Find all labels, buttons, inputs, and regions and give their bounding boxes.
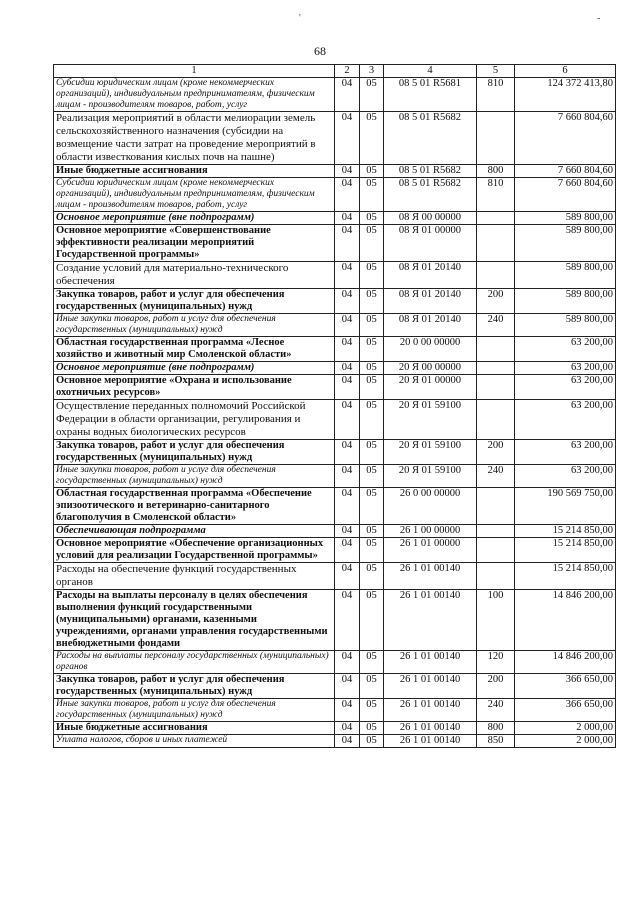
table-row — [54, 362, 616, 375]
row-name: Расходы на обеспечение функций государственных органов — [54, 563, 335, 590]
row-amount: 15 214 850,00 — [515, 538, 616, 563]
row-target-article: 20 Я 01 59100 — [384, 440, 477, 465]
row-subsection: 05 — [360, 165, 384, 178]
row-expense-type: 800 — [477, 165, 515, 178]
row-target-article: 26 1 01 00000 — [384, 538, 477, 563]
page-number: 68 — [314, 44, 326, 58]
row-section: 04 — [335, 538, 360, 563]
row-section: 04 — [335, 225, 360, 262]
row-name: Иные бюджетные ассигнования — [54, 722, 335, 735]
row-expense-type — [477, 262, 515, 289]
row-expense-type: 800 — [477, 722, 515, 735]
row-subsection: 05 — [360, 735, 384, 748]
table-row — [54, 722, 616, 735]
row-subsection: 05 — [360, 337, 384, 362]
row-expense-type — [477, 362, 515, 375]
row-section: 04 — [335, 699, 360, 722]
row-target-article: 08 Я 00 00000 — [384, 212, 477, 225]
table-row — [54, 262, 616, 289]
row-expense-type: 200 — [477, 289, 515, 314]
row-target-article: 26 1 01 00140 — [384, 722, 477, 735]
row-name: Иные закупки товаров, работ и услуг для обеспечения государственных (муниципальных) нужд — [54, 699, 335, 722]
row-amount: 63 200,00 — [515, 337, 616, 362]
row-target-article: 26 1 01 00140 — [384, 590, 477, 651]
row-amount: 63 200,00 — [515, 362, 616, 375]
table-row — [54, 538, 616, 563]
row-amount: 2 000,00 — [515, 735, 616, 748]
row-section: 04 — [335, 289, 360, 314]
row-amount: 2 000,00 — [515, 722, 616, 735]
row-expense-type: 120 — [477, 651, 515, 674]
row-name: Закупка товаров, работ и услуг для обеспечения государственных (муниципальных) нужд — [54, 289, 335, 314]
row-subsection: 05 — [360, 722, 384, 735]
row-amount: 63 200,00 — [515, 400, 616, 440]
row-expense-type — [477, 563, 515, 590]
row-subsection: 05 — [360, 525, 384, 538]
row-expense-type — [477, 400, 515, 440]
row-target-article: 20 0 00 00000 — [384, 337, 477, 362]
row-expense-type — [477, 488, 515, 525]
row-expense-type — [477, 212, 515, 225]
budget-table — [53, 64, 616, 748]
row-name: Иные закупки товаров, работ и услуг для обеспечения государственных (муниципальных) нужд — [54, 314, 335, 337]
row-name: Закупка товаров, работ и услуг для обеспечения государственных (муниципальных) нужд — [54, 440, 335, 465]
row-expense-type: 240 — [477, 314, 515, 337]
row-target-article: 08 5 01 R5682 — [384, 178, 477, 212]
row-target-article: 08 5 01 R5682 — [384, 112, 477, 165]
row-section: 04 — [335, 112, 360, 165]
row-subsection: 05 — [360, 488, 384, 525]
row-expense-type: 810 — [477, 178, 515, 212]
row-expense-type — [477, 525, 515, 538]
row-amount: 7 660 804,60 — [515, 165, 616, 178]
row-section: 04 — [335, 563, 360, 590]
row-expense-type: 810 — [477, 78, 515, 112]
row-name: Расходы на выплаты персоналу государственных (муниципальных) органов — [54, 651, 335, 674]
row-amount: 15 214 850,00 — [515, 525, 616, 538]
row-expense-type: 100 — [477, 590, 515, 651]
row-subsection: 05 — [360, 212, 384, 225]
row-name: Расходы на выплаты персоналу в целях обеспечения выполнения функций государственными (муниципальными) органами, казенными учреждениями, органами управления государственными внебюджетными фондами — [54, 590, 335, 651]
row-target-article: 08 Я 01 00000 — [384, 225, 477, 262]
header-col-6: 6 — [515, 65, 616, 78]
row-amount: 7 660 804,60 — [515, 112, 616, 165]
row-subsection: 05 — [360, 465, 384, 488]
header-col-2: 2 — [335, 65, 360, 78]
table-row — [54, 375, 616, 400]
row-section: 04 — [335, 337, 360, 362]
row-expense-type: 850 — [477, 735, 515, 748]
row-name: Основное мероприятие «Обеспечение организационных условий для реализации Государственной программы» — [54, 538, 335, 563]
row-amount: 366 650,00 — [515, 674, 616, 699]
table-row — [54, 225, 616, 262]
row-subsection: 05 — [360, 289, 384, 314]
table-row — [54, 337, 616, 362]
header-col-3: 3 — [360, 65, 384, 78]
table-row — [54, 212, 616, 225]
row-target-article: 08 Я 01 20140 — [384, 314, 477, 337]
row-section: 04 — [335, 465, 360, 488]
row-section: 04 — [335, 651, 360, 674]
row-subsection: 05 — [360, 651, 384, 674]
row-amount: 14 846 200,00 — [515, 590, 616, 651]
table-row — [54, 178, 616, 212]
row-amount: 190 569 750,00 — [515, 488, 616, 525]
row-subsection: 05 — [360, 314, 384, 337]
row-name: Субсидии юридическим лицам (кроме некоммерческих организаций), индивидуальным предпринимателям, физическим лицам - производителям товаров, работ, услуг — [54, 178, 335, 212]
row-subsection: 05 — [360, 440, 384, 465]
table-row — [54, 525, 616, 538]
row-subsection: 05 — [360, 674, 384, 699]
row-subsection: 05 — [360, 178, 384, 212]
row-amount: 63 200,00 — [515, 465, 616, 488]
row-target-article: 08 5 01 R5682 — [384, 165, 477, 178]
row-expense-type: 240 — [477, 465, 515, 488]
row-section: 04 — [335, 212, 360, 225]
row-subsection: 05 — [360, 225, 384, 262]
table-row — [54, 78, 616, 112]
row-subsection: 05 — [360, 375, 384, 400]
row-target-article: 08 Я 01 20140 — [384, 262, 477, 289]
row-name: Субсидии юридическим лицам (кроме некоммерческих организаций), индивидуальным предпринимателям, физическим лицам - производителям товаров, работ, услуг — [54, 78, 335, 112]
table-row — [54, 651, 616, 674]
scan-mark: - — [597, 13, 601, 24]
row-expense-type — [477, 225, 515, 262]
row-section: 04 — [335, 314, 360, 337]
row-section: 04 — [335, 165, 360, 178]
row-amount: 124 372 413,80 — [515, 78, 616, 112]
row-target-article: 26 1 01 00140 — [384, 563, 477, 590]
row-amount: 15 214 850,00 — [515, 563, 616, 590]
table-row — [54, 465, 616, 488]
table-row — [54, 590, 616, 651]
row-target-article: 26 1 01 00140 — [384, 651, 477, 674]
row-subsection: 05 — [360, 78, 384, 112]
row-subsection: 05 — [360, 262, 384, 289]
row-name: Реализация мероприятий в области мелиорации земель сельскохозяйственного назначения (субсидии на возмещение части затрат на проведение мероприятий в области известкования кислых почв на пашне) — [54, 112, 335, 165]
row-expense-type: 240 — [477, 699, 515, 722]
table-row — [54, 563, 616, 590]
row-target-article: 26 1 01 00140 — [384, 674, 477, 699]
row-subsection: 05 — [360, 112, 384, 165]
row-amount: 589 800,00 — [515, 289, 616, 314]
row-expense-type — [477, 375, 515, 400]
row-name: Иные бюджетные ассигнования — [54, 165, 335, 178]
row-name: Основное мероприятие (вне подпрограмм) — [54, 212, 335, 225]
row-amount: 589 800,00 — [515, 314, 616, 337]
row-section: 04 — [335, 525, 360, 538]
row-name: Закупка товаров, работ и услуг для обеспечения государственных (муниципальных) нужд — [54, 674, 335, 699]
row-section: 04 — [335, 178, 360, 212]
row-name: Обеспечивающая подпрограмма — [54, 525, 335, 538]
scan-mark: ' — [299, 13, 301, 24]
table-header-row — [54, 65, 616, 78]
row-section: 04 — [335, 722, 360, 735]
row-amount: 14 846 200,00 — [515, 651, 616, 674]
row-target-article: 08 5 01 R5681 — [384, 78, 477, 112]
header-col-1: 1 — [54, 65, 335, 78]
row-expense-type — [477, 337, 515, 362]
table-row — [54, 488, 616, 525]
table-row — [54, 165, 616, 178]
row-expense-type — [477, 112, 515, 165]
row-section: 04 — [335, 362, 360, 375]
row-amount: 589 800,00 — [515, 262, 616, 289]
row-amount: 63 200,00 — [515, 440, 616, 465]
row-name: Создание условий для материально-технического обеспечения — [54, 262, 335, 289]
row-amount: 7 660 804,60 — [515, 178, 616, 212]
table-row — [54, 314, 616, 337]
row-expense-type: 200 — [477, 674, 515, 699]
header-col-4: 4 — [384, 65, 477, 78]
row-expense-type — [477, 538, 515, 563]
table-row — [54, 400, 616, 440]
row-amount: 589 800,00 — [515, 225, 616, 262]
row-subsection: 05 — [360, 563, 384, 590]
row-target-article: 26 1 00 00000 — [384, 525, 477, 538]
row-target-article: 20 Я 01 59100 — [384, 400, 477, 440]
row-expense-type: 200 — [477, 440, 515, 465]
row-section: 04 — [335, 400, 360, 440]
row-amount: 589 800,00 — [515, 212, 616, 225]
row-section: 04 — [335, 735, 360, 748]
row-section: 04 — [335, 488, 360, 525]
row-target-article: 26 0 00 00000 — [384, 488, 477, 525]
budget-table-body — [54, 65, 616, 748]
table-row — [54, 699, 616, 722]
row-subsection: 05 — [360, 362, 384, 375]
row-subsection: 05 — [360, 400, 384, 440]
table-row — [54, 674, 616, 699]
row-amount: 63 200,00 — [515, 375, 616, 400]
row-target-article: 20 Я 01 00000 — [384, 375, 477, 400]
table-row — [54, 735, 616, 748]
row-name: Областная государственная программа «Лесное хозяйство и животный мир Смоленской области» — [54, 337, 335, 362]
row-target-article: 08 Я 01 20140 — [384, 289, 477, 314]
row-name: Осуществление переданных полномочий Российской Федерации в области организации, регулирования и охраны водных биологических ресурсов — [54, 400, 335, 440]
row-section: 04 — [335, 674, 360, 699]
row-subsection: 05 — [360, 699, 384, 722]
header-col-5: 5 — [477, 65, 515, 78]
row-target-article: 20 Я 00 00000 — [384, 362, 477, 375]
row-section: 04 — [335, 262, 360, 289]
row-section: 04 — [335, 375, 360, 400]
row-target-article: 20 Я 01 59100 — [384, 465, 477, 488]
table-row — [54, 112, 616, 165]
row-subsection: 05 — [360, 590, 384, 651]
row-name: Основное мероприятие «Охрана и использование охотничьих ресурсов» — [54, 375, 335, 400]
row-name: Областная государственная программа «Обеспечение эпизоотического и ветеринарно-санитарного благополучия в Смоленской области» — [54, 488, 335, 525]
table-row — [54, 289, 616, 314]
row-target-article: 26 1 01 00140 — [384, 735, 477, 748]
table-row — [54, 440, 616, 465]
row-name: Основное мероприятие (вне подпрограмм) — [54, 362, 335, 375]
row-amount: 366 650,00 — [515, 699, 616, 722]
row-section: 04 — [335, 78, 360, 112]
row-section: 04 — [335, 590, 360, 651]
row-target-article: 26 1 01 00140 — [384, 699, 477, 722]
row-name: Иные закупки товаров, работ и услуг для обеспечения государственных (муниципальных) нужд — [54, 465, 335, 488]
row-name: Основное мероприятие «Совершенствование эффективности реализации мероприятий Государственной программы» — [54, 225, 335, 262]
row-subsection: 05 — [360, 538, 384, 563]
row-name: Уплата налогов, сборов и иных платежей — [54, 735, 335, 748]
row-section: 04 — [335, 440, 360, 465]
